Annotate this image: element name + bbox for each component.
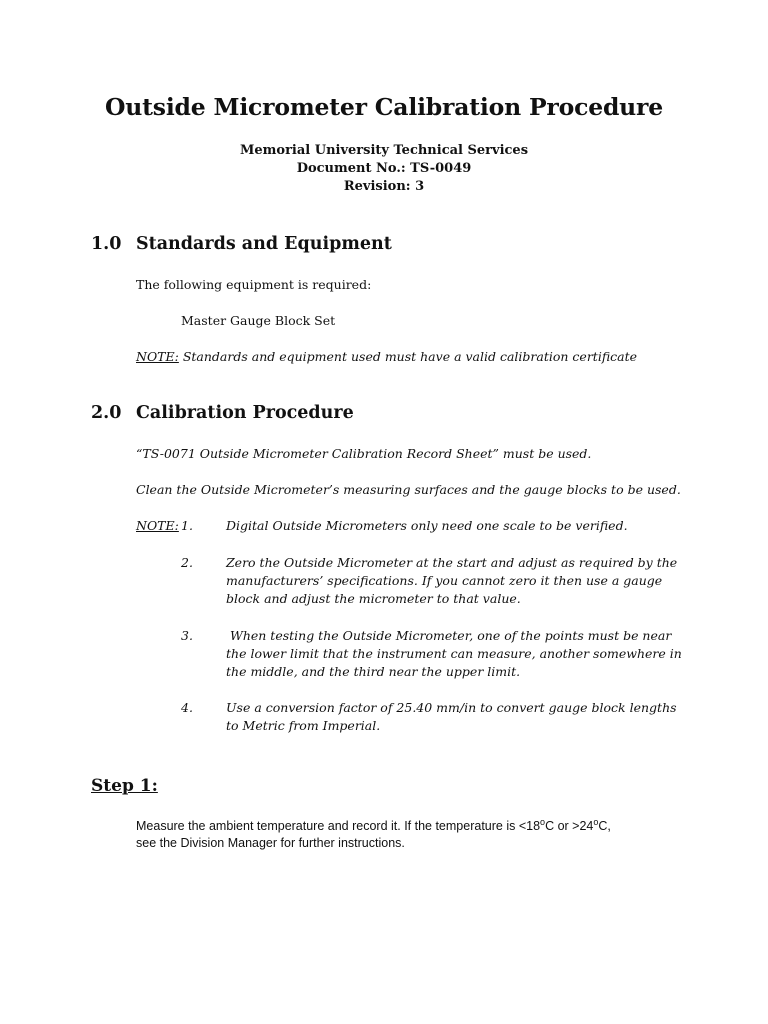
note-number: 3. bbox=[181, 628, 193, 643]
organization-name: Memorial University Technical Services bbox=[239, 143, 529, 158]
section-2-number: 2.0 bbox=[91, 403, 122, 423]
note-line: to Metric from Imperial. bbox=[226, 718, 381, 733]
note-line: Zero the Outside Micrometer at the start and adjust as required by the bbox=[226, 555, 678, 570]
record-sheet-paragraph: “TS-0071 Outside Micrometer Calibration Record Sheet” must be used. bbox=[136, 446, 592, 461]
degree-symbol: o bbox=[593, 817, 599, 827]
note-line: Use a conversion factor of 25.40 mm/in to convert gauge block lengths bbox=[226, 700, 677, 715]
note-line: Digital Outside Micrometers only need one scale to be verified. bbox=[226, 518, 628, 533]
note-number: 1. bbox=[181, 518, 193, 533]
section-1-title: Standards and Equipment bbox=[136, 234, 392, 254]
note-number: 4. bbox=[181, 700, 193, 715]
note-line: manufacturers’ specifications. If you cannot zero it then use a gauge bbox=[226, 573, 663, 588]
note-number: 2. bbox=[181, 555, 193, 570]
step-1-heading: Step 1: bbox=[91, 776, 158, 796]
equipment-item: Master Gauge Block Set bbox=[181, 313, 336, 328]
document-title: Outside Micrometer Calibration Procedure bbox=[104, 93, 663, 121]
section-1-number: 1.0 bbox=[91, 234, 122, 254]
equipment-intro: The following equipment is required: bbox=[136, 277, 372, 292]
note-line: block and adjust the micrometer to that value. bbox=[226, 591, 521, 606]
note-text: Standards and equipment used must have a valid calibration certificate bbox=[182, 349, 638, 364]
step-1-text-a: Measure the ambient temperature and record it. If the temperature is <18 bbox=[136, 819, 541, 833]
document-number: Document No.: TS-0049 bbox=[296, 161, 472, 176]
degree-symbol: o bbox=[540, 817, 546, 827]
step-1-text-c: C, bbox=[598, 819, 611, 833]
section-2-title: Calibration Procedure bbox=[136, 403, 354, 423]
revision-number: Revision: 3 bbox=[343, 179, 425, 194]
step-1-line-1 bbox=[136, 817, 611, 833]
note-label: NOTE: bbox=[136, 349, 179, 364]
notes-label: NOTE: bbox=[136, 518, 179, 533]
section-1-note bbox=[136, 349, 637, 364]
note-line: the middle, and the third near the upper limit. bbox=[226, 664, 521, 679]
note-line: When testing the Outside Micrometer, one of the points must be near bbox=[226, 628, 672, 643]
cleaning-paragraph: Clean the Outside Micrometer’s measuring surfaces and the gauge blocks to be used. bbox=[136, 482, 681, 497]
step-1-text-b: C or >24 bbox=[545, 819, 594, 833]
step-1-line-2: see the Division Manager for further instructions. bbox=[136, 836, 405, 850]
note-line: the lower limit that the instrument can measure, another somewhere in bbox=[226, 646, 682, 661]
